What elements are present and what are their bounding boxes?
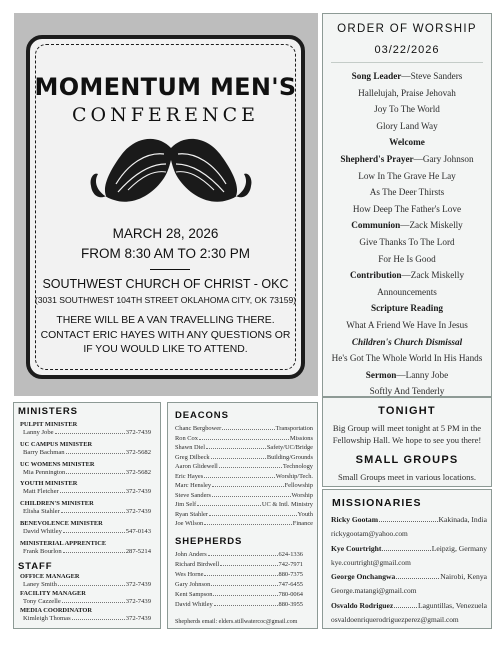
worship-item-role: Sermon bbox=[365, 369, 397, 380]
worship-item bbox=[323, 237, 491, 247]
missionary-name: Kye Courtright bbox=[331, 543, 382, 553]
order-of-worship-panel bbox=[322, 13, 492, 397]
ministers-panel bbox=[13, 402, 161, 629]
missionary-location: Nairobi, Kenya bbox=[440, 572, 487, 581]
missionaries-heading: MISSIONARIES bbox=[332, 497, 422, 509]
dot-leader bbox=[199, 435, 289, 440]
shepherd-row bbox=[175, 601, 303, 608]
worship-item-text: —Gary Johnson bbox=[413, 154, 474, 164]
phone-number: 372-7439 bbox=[125, 614, 151, 622]
person-name: Frank Bourlon bbox=[23, 547, 62, 555]
worship-item-text: Hallelujah, Praise Jehovah bbox=[358, 87, 456, 98]
deacon-row bbox=[175, 511, 313, 518]
deacons-panel bbox=[167, 402, 318, 629]
role-label: UC WOMENS MINISTER bbox=[20, 460, 95, 468]
contact-line bbox=[23, 508, 151, 515]
worship-item bbox=[323, 337, 491, 347]
dot-leader bbox=[209, 511, 297, 516]
shepherd-name: John Anders bbox=[175, 551, 207, 558]
phone-number: 372-7439 bbox=[125, 488, 151, 496]
contact-line bbox=[23, 488, 151, 495]
dot-leader bbox=[72, 615, 125, 620]
dot-leader bbox=[219, 463, 282, 468]
role-label: PULPIT MINISTER bbox=[20, 421, 78, 428]
deacon-duty: Technology bbox=[282, 463, 313, 470]
deacon-duty: Finance bbox=[292, 520, 313, 527]
role-label: MINISTERIAL APPRENTICE bbox=[20, 539, 107, 547]
shepherd-phone: 624-1336 bbox=[278, 551, 303, 558]
dot-leader bbox=[211, 454, 266, 459]
shepherd-phone: 880-3955 bbox=[278, 601, 303, 608]
mustache-icon bbox=[88, 134, 254, 216]
worship-heading: ORDER OF WORSHIP bbox=[337, 23, 477, 35]
worship-item bbox=[323, 254, 491, 264]
dot-leader bbox=[197, 501, 261, 506]
worship-item bbox=[323, 137, 491, 147]
shepherds-email: Shepherds email: elders.stillwatercoc@gmail.com bbox=[175, 619, 298, 625]
phone-number: 372-7439 bbox=[125, 581, 151, 588]
deacon-duty: Worship/Tech. bbox=[275, 472, 313, 480]
role-label: UC CAMPUS MINISTER bbox=[20, 440, 93, 448]
flyer-location: SOUTHWEST CHURCH OF CHRIST - OKC bbox=[42, 277, 289, 291]
deacon-duty: Transportation bbox=[275, 425, 313, 432]
shepherd-row bbox=[175, 571, 303, 578]
flyer-frame bbox=[26, 35, 305, 379]
deacon-duty: Worship bbox=[291, 491, 313, 499]
deacon-name: Ryan Stahler bbox=[175, 510, 208, 518]
shepherd-phone: 780-0064 bbox=[278, 591, 303, 598]
dot-leader bbox=[204, 473, 275, 478]
tonight-panel bbox=[322, 397, 492, 487]
person-name: Kimleigh Thomas bbox=[23, 614, 71, 622]
person-name: Laney Smith bbox=[23, 581, 57, 588]
worship-item-role: Contribution bbox=[349, 270, 402, 281]
shepherd-name: Wes Horne bbox=[175, 571, 204, 578]
deacon-duty: Youth bbox=[297, 510, 313, 518]
missionary-name: George Onchangwa bbox=[331, 572, 396, 581]
contact-line bbox=[23, 449, 151, 456]
dot-leader bbox=[55, 429, 125, 434]
worship-item bbox=[323, 353, 491, 363]
person-name: David Whitley bbox=[23, 528, 62, 535]
missionary-email: osvaldoenriquerodriguezperez@gmail.com bbox=[331, 614, 459, 624]
worship-item-text: —Zack Miskelly bbox=[400, 220, 463, 231]
deacon-row bbox=[175, 501, 313, 508]
contact-line bbox=[23, 469, 151, 476]
deacon-name: Joe Wilson bbox=[175, 520, 204, 527]
dot-leader bbox=[212, 482, 284, 487]
worship-item bbox=[323, 154, 491, 164]
flyer-subtitle: CONFERENCE bbox=[72, 104, 259, 126]
shepherd-name: Richard Birdwell bbox=[175, 561, 220, 568]
worship-item bbox=[323, 204, 491, 214]
missionary-email: rickygootam@yahoo.com bbox=[331, 529, 408, 538]
missionary-row bbox=[331, 601, 487, 610]
deacons-heading: DEACONS bbox=[175, 410, 229, 421]
missionary-row bbox=[331, 572, 487, 581]
person-name: Mia Pennington bbox=[23, 468, 66, 476]
phone-number: 372-5682 bbox=[125, 468, 151, 476]
dot-leader bbox=[61, 508, 125, 513]
flyer-title: MOMENTUM MEN'S bbox=[34, 73, 297, 101]
person-name: Lanny Jobe bbox=[23, 429, 54, 436]
deacon-name: Marc Hensley bbox=[175, 482, 212, 489]
flyer-divider bbox=[150, 269, 190, 270]
phone-number: 372-7439 bbox=[125, 508, 151, 516]
role-label: FACILITY MANAGER bbox=[20, 589, 86, 597]
deacon-row bbox=[175, 463, 313, 470]
deacon-duty: Missions bbox=[289, 434, 313, 442]
worship-item-role: Shepherd's Prayer bbox=[340, 154, 414, 164]
dot-leader bbox=[63, 528, 125, 533]
ministers-heading: MINISTERS bbox=[18, 406, 78, 417]
worship-item bbox=[323, 220, 491, 230]
phone-number: 547-0143 bbox=[125, 528, 151, 535]
dot-leader bbox=[213, 591, 277, 596]
worship-item bbox=[323, 320, 491, 330]
worship-item-text: Low In The Grave He Lay bbox=[358, 170, 456, 181]
worship-item-role: Communion bbox=[351, 220, 401, 231]
dot-leader bbox=[206, 444, 266, 449]
deacon-row bbox=[175, 435, 313, 442]
missionary-row bbox=[331, 515, 487, 524]
deacon-row bbox=[175, 482, 313, 489]
missionaries-panel bbox=[322, 489, 492, 629]
worship-item-italic: Children's Church Dismissal bbox=[351, 336, 463, 347]
worship-item-text: Glory Land Way bbox=[376, 120, 438, 131]
person-name: Elisha Stahler bbox=[23, 508, 60, 516]
deacon-name: Greg Dilbeck bbox=[175, 453, 210, 461]
shepherd-row bbox=[175, 551, 303, 558]
shepherd-row bbox=[175, 561, 303, 568]
missionary-location: Laguntillas, Venezuela bbox=[417, 600, 487, 610]
deacon-row bbox=[175, 473, 313, 480]
worship-item-text: Announcements bbox=[377, 286, 437, 297]
contact-line bbox=[23, 598, 151, 605]
dot-leader bbox=[66, 449, 125, 454]
dot-leader bbox=[214, 601, 278, 606]
deacon-row bbox=[175, 444, 313, 451]
deacon-duty: Fellowship bbox=[284, 482, 313, 489]
contact-line bbox=[23, 615, 151, 622]
missionary-name: Ricky Gootam bbox=[331, 515, 379, 524]
worship-item bbox=[323, 270, 491, 280]
phone-number: 372-7439 bbox=[125, 597, 151, 605]
person-name: Barry Bachman bbox=[23, 448, 65, 456]
dot-leader bbox=[62, 598, 125, 603]
person-name: Tony Cazzelle bbox=[23, 597, 61, 605]
contact-line bbox=[23, 548, 151, 555]
role-label: MEDIA COORDINATOR bbox=[20, 606, 93, 614]
missionary-name: Osvaldo Rodriguez bbox=[331, 600, 394, 610]
flyer-note: THERE WILL BE A VAN TRAVELLING THERE. CONTACT ERIC HAYES WITH ANY QUESTIONS OR IF YOU WOULD LIKE TO ATTEND. bbox=[40, 315, 291, 355]
dot-leader bbox=[222, 425, 274, 430]
role-label: BENEVOLENCE MINISTER bbox=[20, 520, 103, 527]
worship-item bbox=[323, 88, 491, 98]
shepherd-row bbox=[175, 581, 303, 588]
dot-leader bbox=[212, 492, 290, 497]
person-name: Matt Fletcher bbox=[23, 488, 59, 496]
deacon-name: Eric Hayes bbox=[175, 472, 204, 480]
deacon-name: Ron Cox bbox=[175, 434, 198, 442]
worship-item bbox=[323, 71, 491, 81]
deacon-name: Jim Self bbox=[175, 501, 197, 508]
shepherd-row bbox=[175, 591, 303, 598]
shepherds-heading: SHEPHERDS bbox=[175, 536, 243, 547]
shepherd-phone: 747-6455 bbox=[278, 581, 303, 588]
shepherd-name: David Whitley bbox=[175, 601, 213, 608]
worship-item bbox=[323, 171, 491, 181]
deacon-name: Shawn Diel bbox=[175, 444, 205, 451]
missionary-row bbox=[331, 544, 487, 553]
dot-leader bbox=[396, 572, 439, 579]
worship-divider bbox=[331, 62, 483, 63]
phone-number: 372-7439 bbox=[125, 429, 151, 436]
worship-item-text: —Zack Miskelly bbox=[401, 270, 465, 281]
dot-leader bbox=[63, 548, 125, 553]
deacon-row bbox=[175, 492, 313, 499]
worship-item-text: Give Thanks To The Lord bbox=[359, 237, 455, 247]
small-groups-heading: SMALL GROUPS bbox=[355, 454, 459, 466]
worship-item-text: —Lanny Jobe bbox=[396, 369, 449, 380]
worship-item-text: Softly And Tenderly bbox=[369, 386, 445, 397]
worship-date: 03/22/2026 bbox=[374, 44, 440, 56]
flyer-date: MARCH 28, 2026 bbox=[112, 226, 219, 241]
deacon-duty: Safety/UC/Bridge bbox=[266, 444, 313, 451]
phone-number: 372-5682 bbox=[125, 448, 151, 456]
deacon-name: Steve Sanders bbox=[175, 491, 212, 499]
contact-line bbox=[23, 581, 151, 588]
dot-leader bbox=[382, 544, 430, 551]
worship-item-role: Scripture Reading bbox=[370, 303, 444, 314]
worship-item bbox=[323, 303, 491, 313]
conference-flyer bbox=[14, 13, 318, 396]
dot-leader bbox=[66, 469, 124, 474]
flyer-address: (3031 SOUTHWEST 104TH STREET OKLAHOMA CITY, OK 73159) bbox=[34, 295, 297, 305]
dot-leader bbox=[60, 488, 125, 493]
shepherd-name: Kent Sampson bbox=[175, 591, 213, 598]
dot-leader bbox=[379, 515, 437, 522]
tonight-text: Big Group will meet tonight at 5 PM in the Fellowship Hall. We hope to see you there! bbox=[332, 423, 482, 445]
small-groups-text: Small Groups meet in various locations. bbox=[338, 472, 476, 482]
role-label: YOUTH MINISTER bbox=[20, 480, 78, 488]
worship-item bbox=[323, 121, 491, 131]
deacon-row bbox=[175, 454, 313, 461]
role-label: OFFICE MANAGER bbox=[20, 573, 80, 580]
deacon-duty: UC & Intl. Ministry bbox=[261, 501, 313, 508]
dot-leader bbox=[58, 581, 125, 586]
shepherd-phone: 742-7971 bbox=[278, 561, 303, 568]
deacon-row bbox=[175, 425, 313, 432]
worship-item bbox=[323, 287, 491, 297]
phone-number: 287-5214 bbox=[125, 547, 151, 555]
worship-item bbox=[323, 370, 491, 380]
worship-item bbox=[323, 104, 491, 114]
shepherd-name: Gary Johnson bbox=[175, 581, 211, 588]
worship-item-text: For He Is Good bbox=[378, 253, 436, 264]
dot-leader bbox=[220, 561, 277, 566]
missionary-location: Leipzig, Germany bbox=[431, 543, 487, 553]
missionary-location: Kakinada, India bbox=[438, 515, 487, 524]
flyer-time: FROM 8:30 AM TO 2:30 PM bbox=[80, 246, 251, 261]
dot-leader bbox=[211, 581, 277, 586]
role-label: CHILDREN'S MINISTER bbox=[20, 500, 94, 508]
contact-line bbox=[23, 528, 151, 535]
worship-item-role: Welcome bbox=[389, 137, 425, 148]
deacon-row bbox=[175, 520, 313, 527]
tonight-heading: TONIGHT bbox=[378, 405, 436, 417]
worship-item-role: Song Leader bbox=[351, 71, 402, 81]
staff-heading: STAFF bbox=[18, 561, 53, 572]
worship-item-text: What A Friend We Have In Jesus bbox=[346, 320, 468, 330]
missionary-email: George.matangi@gmail.com bbox=[331, 586, 417, 595]
contact-line bbox=[23, 429, 151, 436]
deacon-name: Aaron Glidewell bbox=[175, 463, 218, 470]
dot-leader bbox=[208, 551, 278, 556]
worship-item bbox=[323, 386, 491, 396]
deacon-name: Chanc Bergbower bbox=[175, 425, 222, 432]
deacon-duty: Building/Grounds bbox=[266, 453, 313, 461]
worship-item-text: How Deep The Father's Love bbox=[352, 203, 462, 214]
dot-leader bbox=[204, 520, 292, 525]
missionary-email: kye.courtright@gmail.com bbox=[331, 557, 411, 567]
worship-item bbox=[323, 187, 491, 197]
worship-item-text: Joy To The World bbox=[374, 104, 440, 115]
shepherd-phone: 880-7375 bbox=[278, 571, 303, 578]
worship-item-text: As The Deer Thirsts bbox=[369, 187, 445, 198]
worship-item-text: —Steve Sanders bbox=[401, 71, 463, 81]
dot-leader bbox=[204, 571, 277, 576]
worship-item-text: He's Got The Whole World In His Hands bbox=[331, 353, 483, 364]
dot-leader bbox=[394, 601, 417, 608]
